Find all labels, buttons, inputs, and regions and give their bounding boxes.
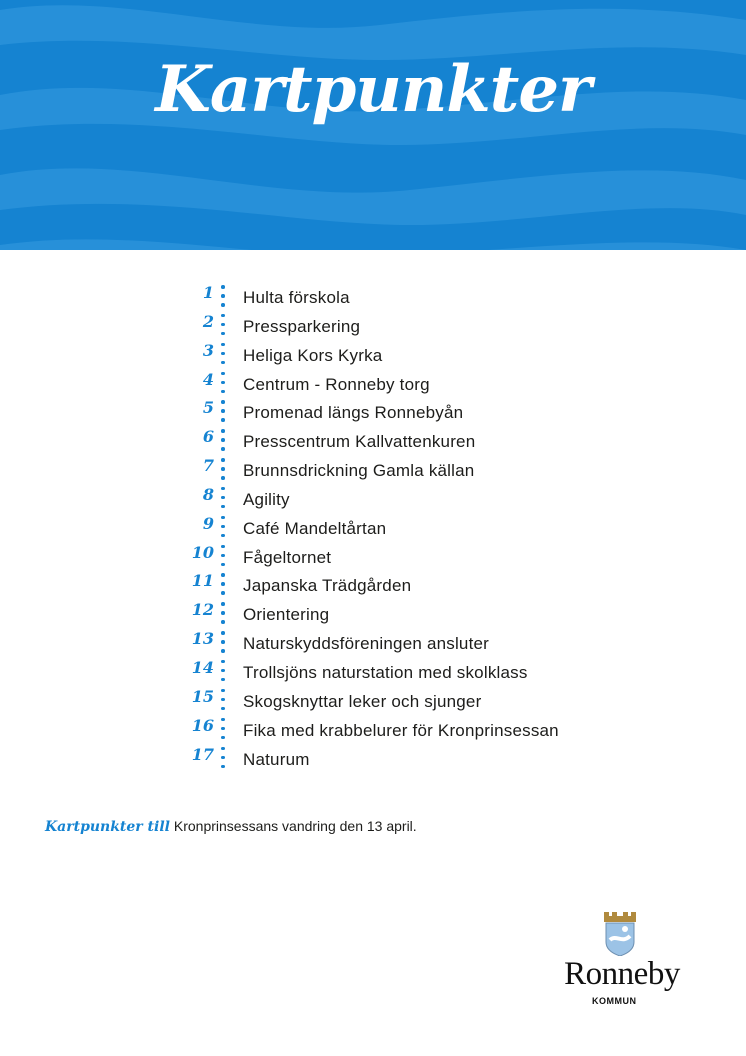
divider-dot bbox=[221, 438, 225, 442]
divider-dot bbox=[221, 563, 225, 567]
list-item bbox=[190, 513, 690, 542]
divider-dot bbox=[221, 620, 225, 624]
point-number: 17 bbox=[191, 744, 214, 764]
list-item bbox=[190, 455, 690, 484]
divider-dot bbox=[221, 545, 225, 549]
divider-dot bbox=[221, 602, 225, 606]
divider-dot bbox=[221, 534, 225, 538]
divider-dot bbox=[221, 303, 225, 307]
divider-dot bbox=[221, 294, 225, 298]
divider-dot bbox=[221, 640, 225, 644]
divider-dot bbox=[221, 718, 225, 722]
divider-dot bbox=[221, 756, 225, 760]
dotted-divider bbox=[220, 602, 226, 628]
dotted-divider bbox=[220, 516, 226, 542]
divider-dot bbox=[221, 285, 225, 289]
list-item bbox=[190, 426, 690, 455]
list-item bbox=[190, 744, 690, 773]
point-number: 9 bbox=[202, 513, 214, 533]
divider-dot bbox=[221, 669, 225, 673]
list-item bbox=[190, 397, 690, 426]
dotted-divider bbox=[220, 285, 226, 311]
divider-dot bbox=[221, 649, 225, 653]
ronneby-logo bbox=[552, 910, 692, 1010]
divider-dot bbox=[221, 323, 225, 327]
point-number: 11 bbox=[191, 571, 214, 591]
point-number: 14 bbox=[191, 657, 214, 677]
divider-dot bbox=[221, 525, 225, 529]
dotted-divider bbox=[220, 573, 226, 599]
divider-dot bbox=[221, 582, 225, 586]
divider-dot bbox=[221, 381, 225, 385]
footer-text: Kronprinsessans vandring den 13 april. bbox=[169, 818, 417, 834]
page-title: Kartpunkter bbox=[155, 52, 591, 127]
dotted-divider bbox=[220, 718, 226, 744]
dotted-divider bbox=[220, 372, 226, 398]
point-label: Skogsknyttar leker och sjunger bbox=[243, 691, 482, 711]
point-label: Japanska Trädgården bbox=[243, 576, 412, 596]
divider-dot bbox=[221, 707, 225, 711]
divider-dot bbox=[221, 409, 225, 413]
dotted-divider bbox=[220, 747, 226, 773]
point-number: 4 bbox=[202, 369, 214, 389]
list-item bbox=[190, 542, 690, 571]
divider-dot bbox=[221, 747, 225, 751]
divider-dot bbox=[221, 516, 225, 520]
list-item bbox=[190, 311, 690, 340]
point-label: Presscentrum Kallvattenkuren bbox=[243, 432, 476, 452]
point-label: Heliga Kors Kyrka bbox=[243, 345, 383, 365]
divider-dot bbox=[221, 487, 225, 491]
divider-dot bbox=[221, 496, 225, 500]
logo-subtitle: KOMMUN bbox=[592, 996, 637, 1006]
point-label: Naturskyddsföreningen ansluter bbox=[243, 634, 490, 654]
dotted-divider bbox=[220, 545, 226, 571]
point-label: Fågeltornet bbox=[243, 547, 332, 567]
point-number: 5 bbox=[202, 398, 214, 418]
divider-dot bbox=[221, 505, 225, 509]
divider-dot bbox=[221, 314, 225, 318]
list-item bbox=[190, 628, 690, 657]
divider-dot bbox=[221, 400, 225, 404]
divider-dot bbox=[221, 361, 225, 365]
point-label: Promenad längs Ronnebyån bbox=[243, 403, 464, 423]
dotted-divider bbox=[220, 689, 226, 715]
point-number: 8 bbox=[202, 484, 214, 504]
footer-lead: Kartpunkter till bbox=[45, 819, 170, 835]
point-label: Trollsjöns naturstation med skolklass bbox=[243, 662, 528, 682]
list-item bbox=[190, 599, 690, 628]
wave-band bbox=[0, 239, 746, 250]
divider-dot bbox=[221, 573, 225, 577]
list-item bbox=[190, 282, 690, 311]
divider-dot bbox=[221, 372, 225, 376]
point-number: 6 bbox=[202, 427, 214, 447]
divider-dot bbox=[221, 390, 225, 394]
divider-dot bbox=[221, 591, 225, 595]
divider-dot bbox=[221, 727, 225, 731]
divider-dot bbox=[221, 343, 225, 347]
divider-dot bbox=[221, 352, 225, 356]
divider-dot bbox=[221, 631, 225, 635]
divider-dot bbox=[221, 332, 225, 336]
point-label: Café Mandeltårtan bbox=[243, 518, 387, 538]
dotted-divider bbox=[220, 458, 226, 484]
list-item bbox=[190, 340, 690, 369]
point-label: Hulta förskola bbox=[243, 288, 350, 307]
dotted-divider bbox=[220, 660, 226, 686]
point-label: Centrum - Ronneby torg bbox=[243, 374, 430, 394]
point-label: Brunnsdrickning Gamla källan bbox=[243, 461, 475, 481]
divider-dot bbox=[221, 736, 225, 740]
wave-band bbox=[0, 168, 746, 225]
footer-caption bbox=[45, 818, 417, 835]
divider-dot bbox=[221, 418, 225, 422]
divider-dot bbox=[221, 554, 225, 558]
logo-name: Ronneby bbox=[564, 956, 680, 992]
point-label: Pressparkering bbox=[243, 316, 361, 336]
point-number: 2 bbox=[202, 311, 214, 331]
list-item bbox=[190, 369, 690, 398]
divider-dot bbox=[221, 689, 225, 693]
divider-dot bbox=[221, 660, 225, 664]
header-banner bbox=[0, 0, 746, 250]
dotted-divider bbox=[220, 631, 226, 657]
point-number: 13 bbox=[191, 629, 214, 649]
point-number: 7 bbox=[202, 456, 214, 476]
divider-dot bbox=[221, 476, 225, 480]
point-label: Agility bbox=[243, 489, 290, 509]
point-number: 15 bbox=[191, 686, 214, 706]
point-label: Orientering bbox=[243, 605, 330, 625]
divider-dot bbox=[221, 467, 225, 471]
map-points-list bbox=[190, 282, 690, 772]
point-number: 3 bbox=[202, 340, 214, 360]
coat-of-arms-icon bbox=[602, 910, 638, 956]
dotted-divider bbox=[220, 400, 226, 426]
dotted-divider bbox=[220, 343, 226, 369]
divider-dot bbox=[221, 447, 225, 451]
list-item bbox=[190, 657, 690, 686]
divider-dot bbox=[221, 765, 225, 769]
divider-dot bbox=[221, 611, 225, 615]
divider-dot bbox=[221, 698, 225, 702]
list-item bbox=[190, 484, 690, 513]
dotted-divider bbox=[220, 487, 226, 513]
point-number: 12 bbox=[191, 600, 214, 620]
divider-dot bbox=[221, 678, 225, 682]
divider-dot bbox=[221, 429, 225, 433]
dotted-divider bbox=[220, 429, 226, 455]
divider-dot bbox=[221, 458, 225, 462]
point-label: Fika med krabbelurer för Kronprinsessan bbox=[243, 720, 559, 740]
point-number: 10 bbox=[191, 542, 214, 562]
point-label: Naturum bbox=[243, 749, 310, 769]
dotted-divider bbox=[220, 314, 226, 340]
point-number: 1 bbox=[202, 283, 214, 302]
list-item bbox=[190, 570, 690, 599]
point-number: 16 bbox=[191, 715, 214, 735]
list-item bbox=[190, 715, 690, 744]
list-item bbox=[190, 686, 690, 715]
